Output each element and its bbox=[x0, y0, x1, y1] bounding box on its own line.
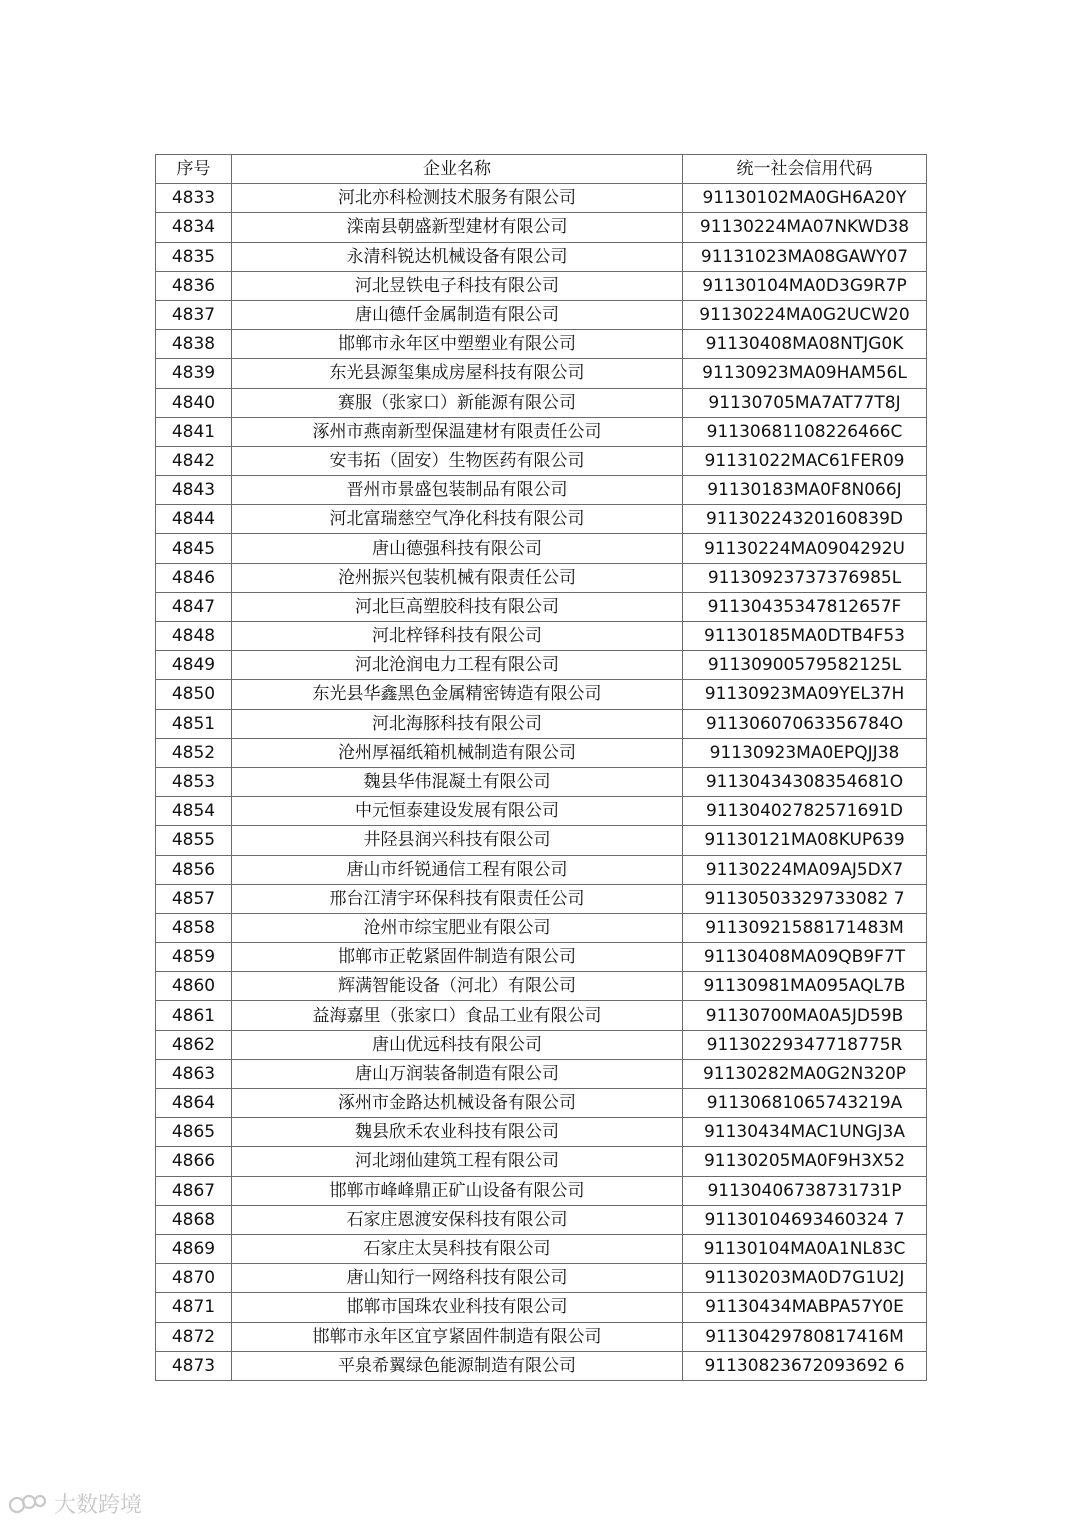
row-seq: 4839 bbox=[156, 359, 232, 388]
row-company-name: 中元恒泰建设发展有限公司 bbox=[232, 797, 683, 826]
table-row bbox=[156, 1176, 927, 1205]
row-seq: 4871 bbox=[156, 1293, 232, 1322]
row-company-name: 唐山德强科技有限公司 bbox=[232, 534, 683, 563]
row-credit-code: 91130900579582125L bbox=[683, 651, 927, 680]
table-row bbox=[156, 1351, 927, 1380]
row-seq: 4855 bbox=[156, 826, 232, 855]
row-seq: 4864 bbox=[156, 1089, 232, 1118]
row-credit-code: 91130224MA07NKWD38 bbox=[683, 213, 927, 242]
row-seq: 4858 bbox=[156, 913, 232, 942]
row-credit-code: 91130434MABPA57Y0E bbox=[683, 1293, 927, 1322]
row-credit-code: 91130104693460324 7 bbox=[683, 1205, 927, 1234]
row-seq: 4854 bbox=[156, 797, 232, 826]
row-seq: 4873 bbox=[156, 1351, 232, 1380]
table-row bbox=[156, 1118, 927, 1147]
row-company-name: 河北巨高塑胶科技有限公司 bbox=[232, 592, 683, 621]
header-credit-code: 统一社会信用代码 bbox=[683, 155, 927, 184]
row-credit-code: 91130681108226466C bbox=[683, 417, 927, 446]
row-seq: 4843 bbox=[156, 476, 232, 505]
row-seq: 4867 bbox=[156, 1176, 232, 1205]
table-row bbox=[156, 505, 927, 534]
row-company-name: 安韦拓（固安）生物医药有限公司 bbox=[232, 446, 683, 475]
row-company-name: 邯郸市国珠农业科技有限公司 bbox=[232, 1293, 683, 1322]
row-seq: 4862 bbox=[156, 1030, 232, 1059]
row-seq: 4842 bbox=[156, 446, 232, 475]
row-seq: 4846 bbox=[156, 563, 232, 592]
row-seq: 4834 bbox=[156, 213, 232, 242]
row-company-name: 平泉希翼绿色能源制造有限公司 bbox=[232, 1351, 683, 1380]
row-credit-code: 91130203MA0D7G1U2J bbox=[683, 1264, 927, 1293]
row-company-name: 井陉县润兴科技有限公司 bbox=[232, 826, 683, 855]
row-credit-code: 91130402782571691D bbox=[683, 797, 927, 826]
row-seq: 4852 bbox=[156, 738, 232, 767]
row-seq: 4869 bbox=[156, 1234, 232, 1263]
row-credit-code: 91130205MA0F9H3X52 bbox=[683, 1147, 927, 1176]
row-seq: 4847 bbox=[156, 592, 232, 621]
row-seq: 4840 bbox=[156, 388, 232, 417]
row-credit-code: 91131022MAC61FER09 bbox=[683, 446, 927, 475]
row-seq: 4857 bbox=[156, 884, 232, 913]
row-seq: 4836 bbox=[156, 271, 232, 300]
table-row bbox=[156, 738, 927, 767]
row-credit-code: 91130503329733082 7 bbox=[683, 884, 927, 913]
row-credit-code: 91130435347812657F bbox=[683, 592, 927, 621]
row-company-name: 唐山德仟金属制造有限公司 bbox=[232, 300, 683, 329]
row-company-name: 唐山市纤锐通信工程有限公司 bbox=[232, 855, 683, 884]
table-row bbox=[156, 913, 927, 942]
row-seq: 4845 bbox=[156, 534, 232, 563]
row-seq: 4872 bbox=[156, 1322, 232, 1351]
row-seq: 4837 bbox=[156, 300, 232, 329]
row-seq: 4859 bbox=[156, 943, 232, 972]
row-company-name: 河北亦科检测技术服务有限公司 bbox=[232, 184, 683, 213]
row-credit-code: 91130681065743219A bbox=[683, 1089, 927, 1118]
table-row bbox=[156, 680, 927, 709]
row-credit-code: 91130282MA0G2N320P bbox=[683, 1059, 927, 1088]
row-company-name: 益海嘉里（张家口）食品工业有限公司 bbox=[232, 1001, 683, 1030]
row-seq: 4835 bbox=[156, 242, 232, 271]
table-row bbox=[156, 1030, 927, 1059]
row-company-name: 唐山优远科技有限公司 bbox=[232, 1030, 683, 1059]
table-row bbox=[156, 534, 927, 563]
row-company-name: 滦南县朝盛新型建材有限公司 bbox=[232, 213, 683, 242]
row-company-name: 涿州市金路达机械设备有限公司 bbox=[232, 1089, 683, 1118]
row-credit-code: 91130408MA08NTJG0K bbox=[683, 330, 927, 359]
row-company-name: 辉满智能设备（河北）有限公司 bbox=[232, 972, 683, 1001]
row-credit-code: 91130705MA7AT77T8J bbox=[683, 388, 927, 417]
row-company-name: 沧州厚福纸箱机械制造有限公司 bbox=[232, 738, 683, 767]
document-page bbox=[155, 154, 926, 1381]
row-credit-code: 91130923MA0EPQJJ38 bbox=[683, 738, 927, 767]
row-company-name: 晋州市景盛包装制品有限公司 bbox=[232, 476, 683, 505]
row-seq: 4853 bbox=[156, 767, 232, 796]
row-company-name: 赛服（张家口）新能源有限公司 bbox=[232, 388, 683, 417]
row-company-name: 魏县欣禾农业科技有限公司 bbox=[232, 1118, 683, 1147]
row-credit-code: 91130607063356784O bbox=[683, 709, 927, 738]
table-row bbox=[156, 1234, 927, 1263]
table-row bbox=[156, 330, 927, 359]
row-company-name: 邯郸市正乾紧固件制造有限公司 bbox=[232, 943, 683, 972]
row-seq: 4860 bbox=[156, 972, 232, 1001]
table-row bbox=[156, 184, 927, 213]
row-company-name: 河北梓铎科技有限公司 bbox=[232, 622, 683, 651]
table-body bbox=[156, 184, 927, 1381]
row-company-name: 石家庄恩渡安保科技有限公司 bbox=[232, 1205, 683, 1234]
row-seq: 4838 bbox=[156, 330, 232, 359]
row-company-name: 邯郸市永年区宜亨紧固件制造有限公司 bbox=[232, 1322, 683, 1351]
watermark bbox=[8, 1488, 142, 1519]
row-company-name: 石家庄太昊科技有限公司 bbox=[232, 1234, 683, 1263]
row-company-name: 河北沧润电力工程有限公司 bbox=[232, 651, 683, 680]
row-credit-code: 91130429780817416M bbox=[683, 1322, 927, 1351]
table-row bbox=[156, 972, 927, 1001]
row-company-name: 河北海豚科技有限公司 bbox=[232, 709, 683, 738]
row-credit-code: 91130185MA0DTB4F53 bbox=[683, 622, 927, 651]
row-credit-code: 91130406738731731P bbox=[683, 1176, 927, 1205]
row-credit-code: 91130921588171483M bbox=[683, 913, 927, 942]
row-company-name: 邯郸市永年区中塑塑业有限公司 bbox=[232, 330, 683, 359]
row-seq: 4841 bbox=[156, 417, 232, 446]
row-credit-code: 91130981MA095AQL7B bbox=[683, 972, 927, 1001]
row-credit-code: 91130183MA0F8N066J bbox=[683, 476, 927, 505]
row-credit-code: 91130408MA09QB9F7T bbox=[683, 943, 927, 972]
table-row bbox=[156, 213, 927, 242]
row-credit-code: 91130102MA0GH6A20Y bbox=[683, 184, 927, 213]
row-seq: 4849 bbox=[156, 651, 232, 680]
table-row bbox=[156, 1264, 927, 1293]
row-credit-code: 91131023MA08GAWY07 bbox=[683, 242, 927, 271]
table-row bbox=[156, 651, 927, 680]
table-row bbox=[156, 563, 927, 592]
row-credit-code: 91130224MA0904292U bbox=[683, 534, 927, 563]
table-row bbox=[156, 767, 927, 796]
row-company-name: 河北富瑞慈空气净化科技有限公司 bbox=[232, 505, 683, 534]
row-company-name: 唐山万润装备制造有限公司 bbox=[232, 1059, 683, 1088]
row-seq: 4861 bbox=[156, 1001, 232, 1030]
row-credit-code: 91130224MA0G2UCW20 bbox=[683, 300, 927, 329]
row-seq: 4866 bbox=[156, 1147, 232, 1176]
table-row bbox=[156, 271, 927, 300]
row-credit-code: 91130434308354681O bbox=[683, 767, 927, 796]
table-row bbox=[156, 709, 927, 738]
row-company-name: 河北翊仙建筑工程有限公司 bbox=[232, 1147, 683, 1176]
row-credit-code: 91130224MA09AJ5DX7 bbox=[683, 855, 927, 884]
table-row bbox=[156, 242, 927, 271]
row-seq: 4863 bbox=[156, 1059, 232, 1088]
row-credit-code: 91130823672093692 6 bbox=[683, 1351, 927, 1380]
company-table bbox=[155, 154, 927, 1381]
row-seq: 4844 bbox=[156, 505, 232, 534]
table-row bbox=[156, 359, 927, 388]
row-seq: 4851 bbox=[156, 709, 232, 738]
table-row bbox=[156, 1293, 927, 1322]
row-credit-code: 91130923MA09YEL37H bbox=[683, 680, 927, 709]
table-row bbox=[156, 943, 927, 972]
row-company-name: 东光县华鑫黑色金属精密铸造有限公司 bbox=[232, 680, 683, 709]
row-company-name: 涿州市燕南新型保温建材有限责任公司 bbox=[232, 417, 683, 446]
row-credit-code: 91130923MA09HAM56L bbox=[683, 359, 927, 388]
row-seq: 4870 bbox=[156, 1264, 232, 1293]
table-header-row bbox=[156, 155, 927, 184]
row-credit-code: 91130224320160839D bbox=[683, 505, 927, 534]
row-credit-code: 91130104MA0A1NL83C bbox=[683, 1234, 927, 1263]
row-credit-code: 91130121MA08KUP639 bbox=[683, 826, 927, 855]
row-credit-code: 91130923737376985L bbox=[683, 563, 927, 592]
table-row bbox=[156, 884, 927, 913]
row-company-name: 永清科锐达机械设备有限公司 bbox=[232, 242, 683, 271]
header-seq: 序号 bbox=[156, 155, 232, 184]
row-seq: 4833 bbox=[156, 184, 232, 213]
table-row bbox=[156, 1147, 927, 1176]
table-row bbox=[156, 826, 927, 855]
table-row bbox=[156, 1322, 927, 1351]
row-company-name: 东光县源玺集成房屋科技有限公司 bbox=[232, 359, 683, 388]
table-row bbox=[156, 855, 927, 884]
table-row bbox=[156, 388, 927, 417]
brand-logo-icon bbox=[8, 1491, 48, 1517]
row-company-name: 沧州振兴包装机械有限责任公司 bbox=[232, 563, 683, 592]
row-credit-code: 91130700MA0A5JD59B bbox=[683, 1001, 927, 1030]
row-seq: 4856 bbox=[156, 855, 232, 884]
table-row bbox=[156, 592, 927, 621]
table-row bbox=[156, 417, 927, 446]
row-seq: 4848 bbox=[156, 622, 232, 651]
table-row bbox=[156, 476, 927, 505]
row-company-name: 邯郸市峰峰鼎正矿山设备有限公司 bbox=[232, 1176, 683, 1205]
row-company-name: 魏县华伟混凝土有限公司 bbox=[232, 767, 683, 796]
row-credit-code: 91130229347718775R bbox=[683, 1030, 927, 1059]
row-seq: 4865 bbox=[156, 1118, 232, 1147]
row-credit-code: 91130434MAC1UNGJ3A bbox=[683, 1118, 927, 1147]
table-row bbox=[156, 300, 927, 329]
watermark-text: 大数跨境 bbox=[54, 1493, 143, 1518]
table-row bbox=[156, 446, 927, 475]
table-row bbox=[156, 1059, 927, 1088]
row-credit-code: 91130104MA0D3G9R7P bbox=[683, 271, 927, 300]
row-seq: 4850 bbox=[156, 680, 232, 709]
table-row bbox=[156, 797, 927, 826]
table-row bbox=[156, 1089, 927, 1118]
table-row bbox=[156, 1205, 927, 1234]
row-company-name: 沧州市综宝肥业有限公司 bbox=[232, 913, 683, 942]
row-company-name: 河北昱铁电子科技有限公司 bbox=[232, 271, 683, 300]
header-company-name: 企业名称 bbox=[232, 155, 683, 184]
row-seq: 4868 bbox=[156, 1205, 232, 1234]
row-company-name: 邢台江清宇环保科技有限责任公司 bbox=[232, 884, 683, 913]
table-row bbox=[156, 1001, 927, 1030]
table-row bbox=[156, 622, 927, 651]
row-company-name: 唐山知行一网络科技有限公司 bbox=[232, 1264, 683, 1293]
